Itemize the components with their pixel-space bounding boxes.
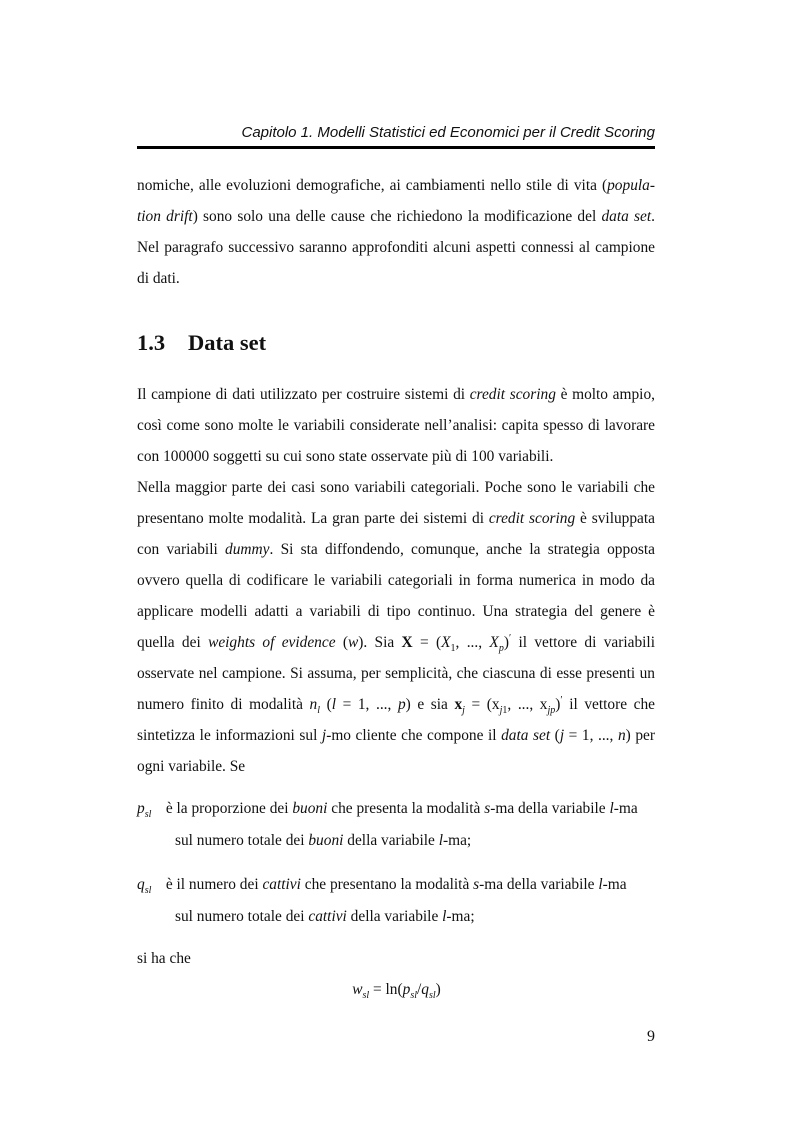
running-header: Capitolo 1. Modelli Statistici ed Economici per il Credit Scoring: [241, 124, 655, 141]
closing-text: si ha che: [137, 950, 191, 967]
section-number: 1.3: [137, 330, 166, 355]
continuation-paragraph: nomiche, alle evoluzioni demografiche, ai cambiamenti nello stile di vita (popula-tion drift) sono solo una delle cause che richiedono la modificazione del data set. Nel paragrafo successivo saranno approfonditi alcuni aspetti connessi al campione di dati.: [137, 177, 655, 287]
section-title: Data set: [188, 330, 267, 355]
definition-p-sl-continuation: sul numero totale dei buoni della variabile l-ma;: [175, 832, 472, 849]
definition-p-sl: $p_{sl}$ è la proporzione dei buoni che presenta la modalità s-ma della variabile l-ma: [137, 793, 655, 824]
definition-q-sl: $q_{sl}$ è il numero dei cattivi che presentano la modalità s-ma della variabile l-ma: [137, 869, 655, 900]
header-rule: [137, 146, 655, 149]
definition-term: $p_{sl}$: [137, 800, 152, 821]
definition-term: $q_{sl}$: [137, 876, 152, 897]
body-paragraph-1: Il campione di dati utilizzato per costruire sistemi di credit scoring è molto ampio, così come sono molte le variabili considerate nell’analisi: capita spesso di lavorare con 100000 soggetti su cui sono state osservate più di 100 variabili.: [137, 386, 655, 465]
section-heading: [137, 330, 266, 356]
formula: $w_{sl} = \ln(p_{sl}/q_{sl})$: [352, 981, 441, 1002]
page-number: 9: [647, 1028, 655, 1045]
body-paragraph-2: Nella maggior parte dei casi sono variabili categoriali. Poche sono le variabili che presentano molte modalità. La gran parte dei sistemi di credit scoring è sviluppata con variabili dummy. Si sta diffondendo, comunque, anche la strategia opposta ovvero quella di codificare le variabili categoriali in forma numerica in modo da applicare modelli adatti a variabili di tipo continuo. Una strategia del genere è quella dei weights of evidence (w). Sia $X = (X_1$, ..., $X_p)'$ il vettore di variabili osservate nel campione. Si assuma, per semplicità, che ciascuna di esse presenti un numero finito di modalità $n_l$ (l = 1, ..., p) e sia $x_j = (x_{j1}$, ..., $x_{jp})'$ il vettore che sintetizza le informazioni sul j-mo cliente che compone il data set (j = 1, ..., n) per ogni variabile. Se: [137, 479, 655, 775]
definition-q-sl-continuation: sul numero totale dei cattivi della variabile l-ma;: [175, 908, 475, 925]
